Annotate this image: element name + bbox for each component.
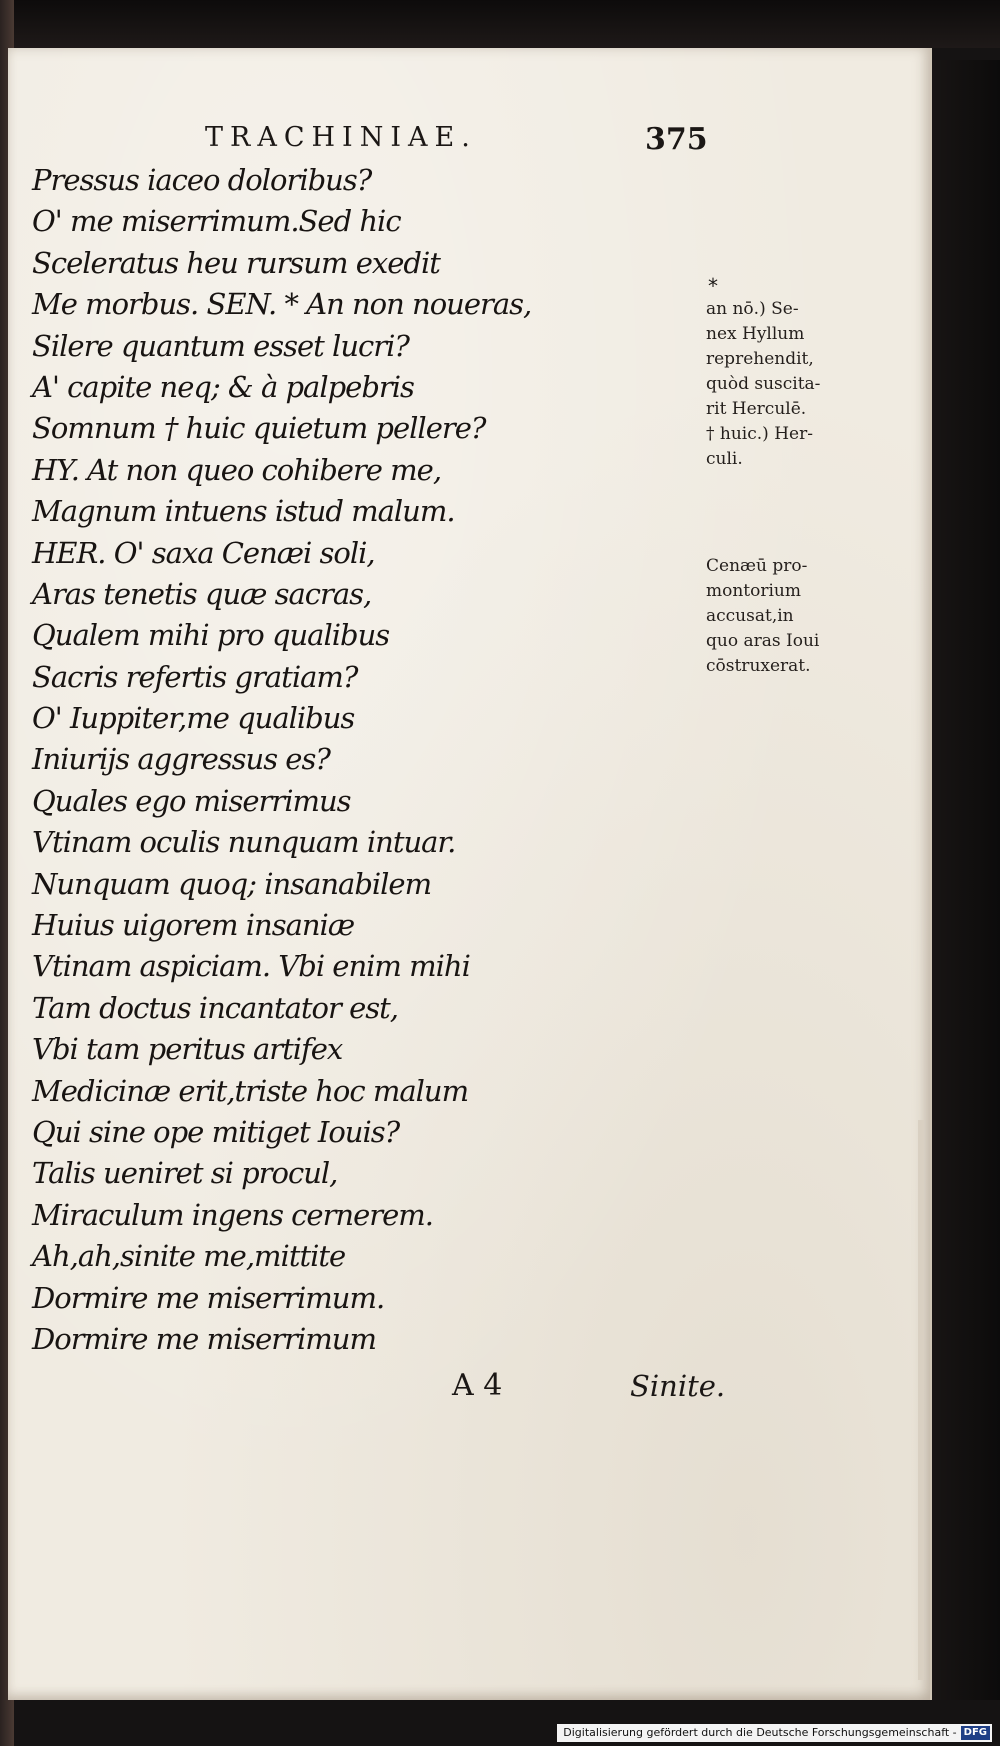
verse-line: Tam doctus incantator est, (32, 990, 399, 1025)
verse-line: Sacris refertis gratiam? (32, 659, 358, 694)
verse-line: Silere quantum esset lucri? (32, 328, 409, 363)
verse-line: Huius uigorem insaniæ (32, 908, 355, 943)
marginal-note-line: cōstruxerat. (706, 656, 811, 676)
verse-line: Miraculum ingens cernerem. (32, 1197, 434, 1232)
verse-line: HY. At non queo cohibere me, (32, 452, 442, 487)
verse-line: Somnum † huic quietum pellere? (32, 411, 486, 446)
verse-line: Medicinæ erit,triste hoc malum (32, 1073, 469, 1108)
digitization-credit (557, 1724, 992, 1742)
marginal-note-line: rit Herculē. (706, 399, 807, 419)
marginal-note-1 (706, 297, 866, 472)
verse-line: Vtinam aspiciam. Vbi enim mihi (32, 949, 470, 984)
marginal-note-line: quo aras Ioui (706, 631, 820, 651)
running-title: TRACHINIAE. (205, 122, 477, 153)
marginal-note-line: an nō.) Se- (706, 299, 799, 319)
marginal-note-line: nex Hyllum (706, 324, 805, 344)
verse-line: O' Iuppiter,me qualibus (32, 701, 355, 736)
marginal-note-line: † huic.) Her- (706, 424, 813, 444)
verse-line: O' me miserrimum.Sed hic (32, 204, 401, 239)
verse-line: Ah,ah,sinite me,mittite (32, 1239, 346, 1274)
page-number: 375 (645, 122, 708, 157)
scan-background-top (0, 0, 1000, 48)
marginal-note-line: Cenæū pro- (706, 556, 808, 576)
verse-line: Vtinam oculis nunquam intuar. (32, 825, 456, 860)
catchword: Sinite. (630, 1369, 726, 1403)
marginal-note-line: reprehendit, (706, 349, 814, 369)
verse-line: A' capite neq; & à palpebris (32, 369, 414, 404)
verse-line: Iniurijs aggressus es? (32, 742, 330, 777)
credit-text: Digitalisierung gefördert durch die Deutsche Forschungsgemeinschaft - (563, 1726, 957, 1739)
verse-line: Dormire me miserrimum (32, 1321, 376, 1356)
verse-line: Quales ego miserrimus (32, 783, 351, 818)
verse-line: Talis ueniret si procul, (32, 1156, 338, 1191)
verse-line: Nunquam quoq; insanabilem (32, 866, 432, 901)
verse-line: Magnum intuens istud malum. (32, 494, 455, 529)
verse-line: Me morbus. SEN. * An non noueras, (32, 287, 532, 322)
marginal-note-line: culi. (706, 449, 743, 469)
marginal-note-line: accusat,in (706, 606, 794, 626)
marginal-note-2 (706, 554, 866, 679)
signature-mark: A 4 (452, 1368, 503, 1403)
marginal-note-marker: * (708, 274, 718, 298)
marginal-note-line: montorium (706, 581, 802, 601)
verse-line: Pressus iaceo doloribus? (32, 163, 372, 197)
verse-block (32, 160, 572, 1360)
verse-line: Qui sine ope mitiget Iouis? (32, 1114, 400, 1149)
marginal-note-line: quòd suscita- (706, 374, 821, 394)
verse-line: HER. O' saxa Cenæi soli, (32, 535, 375, 570)
verse-line: Aras tenetis quæ sacras, (32, 576, 372, 611)
dfg-logo-icon: DFG (961, 1726, 990, 1740)
verse-line: Dormire me miserrimum. (32, 1280, 385, 1315)
verse-line: Sceleratus heu rursum exedit (32, 245, 440, 280)
page-edge (918, 1120, 924, 1680)
verse-line: Qualem mihi pro qualibus (32, 618, 390, 653)
verse-line: Vbi tam peritus artifex (32, 1032, 343, 1067)
